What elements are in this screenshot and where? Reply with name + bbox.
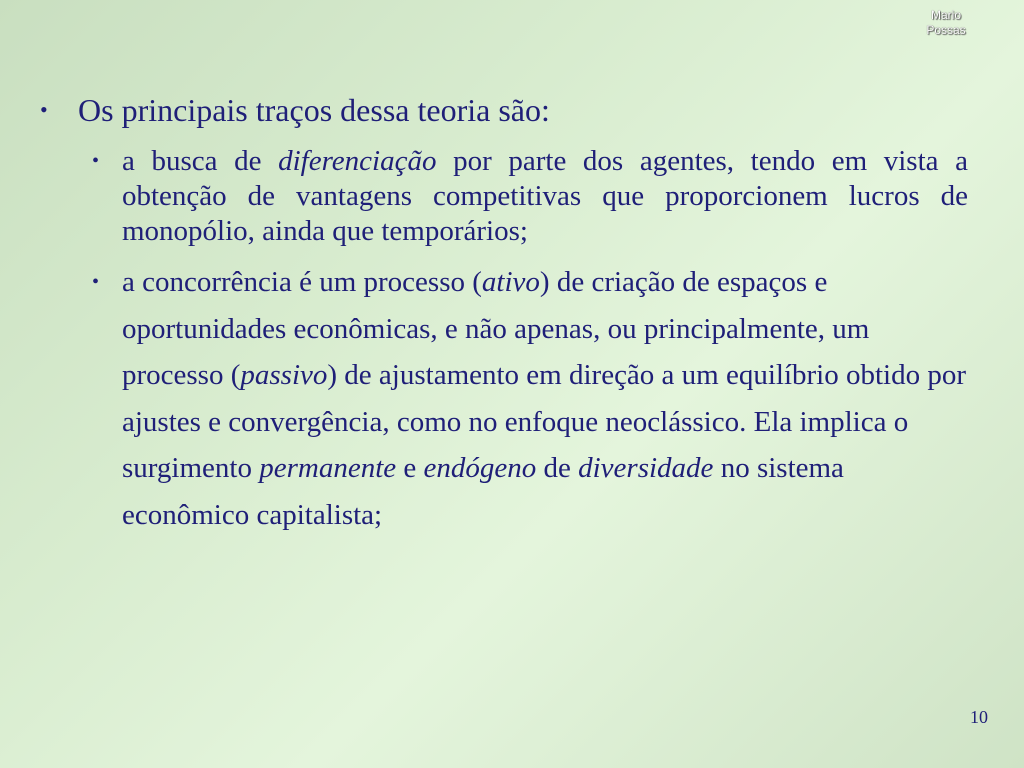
bullet-marker: • — [40, 97, 48, 122]
sub-bullet-text-2 — [122, 259, 968, 538]
italic-term: ativo — [481, 266, 540, 298]
italic-term: passivo — [240, 359, 328, 391]
text-segment: de — [536, 452, 579, 484]
author-last-name: Possas — [926, 23, 966, 37]
text-segment: e — [396, 452, 424, 484]
text-segment: a concorrência é um processo ( — [122, 266, 482, 298]
sub-bullet-item-2 — [92, 249, 970, 538]
main-bullet-item — [40, 90, 970, 134]
italic-term: diferenciação — [278, 145, 437, 177]
italic-term: endógeno — [423, 452, 537, 484]
sub-bullet-item-1 — [92, 134, 970, 249]
bullet-marker: • — [92, 150, 100, 172]
sub-bullet-text-1 — [122, 144, 968, 249]
author-first-name: Mario — [930, 8, 961, 22]
italic-term: permanente — [259, 452, 397, 484]
italic-term: diversidade — [578, 452, 714, 484]
text-segment: ) de ajustamento em direção a um equilíbrio obtido por ajustes e convergência, como no enfoque neoclássico. Ela implica o surgimento — [122, 359, 967, 484]
page-number: 10 — [970, 707, 988, 727]
slide-content — [40, 90, 970, 538]
text-segment: ) de criação de espaços e oportunidades econômicas, e não apenas, ou principalmente, um processo ( — [122, 266, 870, 391]
main-bullet-text: Os principais traços dessa teoria são: — [78, 92, 550, 128]
text-segment: no sistema econômico capitalista; — [122, 452, 844, 531]
author-label — [906, 8, 986, 38]
text-segment: a busca de — [122, 145, 279, 177]
sub-bullet-list — [92, 134, 970, 538]
bullet-marker: • — [92, 271, 100, 293]
text-segment: por parte dos agentes, tendo em vista a obtenção de vantagens competitivas que proporcionem lucros de monopólio, ainda que temporários; — [122, 145, 968, 247]
